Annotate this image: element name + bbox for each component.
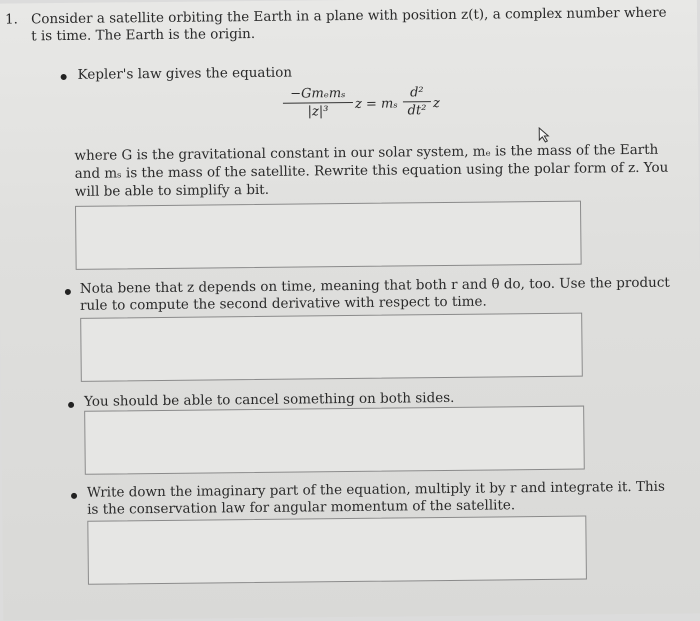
answer-box-4[interactable]: [87, 516, 587, 585]
bullet-marker: [71, 493, 77, 499]
question-number: 1.: [4, 11, 19, 28]
equation-middle: z = mₛ: [354, 96, 398, 112]
kepler-intro-text: Kepler's law gives the equation: [77, 64, 293, 83]
explanation-line-2: and mₛ is the mass of the satellite. Rewrite this equation using the polar form of z. You: [74, 159, 669, 182]
nota-bene-line-1: Nota bene that z depends on time, meaning that both r and θ do, too. Use the product: [79, 274, 670, 297]
bullet-marker: [65, 289, 71, 295]
cancel-text: You should be able to cancel something on both sides.: [83, 389, 455, 410]
equation-rhs-denominator: dt²: [407, 103, 427, 119]
equation-rhs-numerator: d²: [409, 85, 424, 101]
nota-bene-line-2: rule to compute the second derivative with respect to time.: [79, 293, 487, 314]
answer-box-3[interactable]: [84, 406, 585, 475]
question-text-line-1: Consider a satellite orbiting the Earth in a plane with position z(t), a complex number where: [30, 4, 667, 28]
bullet-marker: [68, 402, 74, 408]
equation-lhs-denominator: |z|³: [307, 104, 329, 120]
bullet-marker: [61, 74, 67, 80]
kepler-equation: [283, 85, 454, 137]
answer-box-1[interactable]: [75, 201, 582, 270]
imaginary-part-line-2: is the conservation law for angular momentum of the satellite.: [87, 497, 516, 518]
mouse-cursor-icon: [538, 127, 550, 143]
equation-lhs-numerator: −Gmₑmₛ: [290, 86, 346, 102]
imaginary-part-line-1: Write down the imaginary part of the equation, multiply it by r and integrate it. This: [86, 478, 665, 501]
answer-box-2[interactable]: [80, 313, 583, 382]
explanation-line-1: where G is the gravitational constant in our solar system, mₑ is the mass of the Earth: [74, 141, 659, 164]
equation-rhs-tail: z: [432, 96, 440, 112]
explanation-line-3: will be able to simplify a bit.: [74, 181, 270, 200]
question-text-line-2: t is time. The Earth is the origin.: [31, 25, 256, 45]
